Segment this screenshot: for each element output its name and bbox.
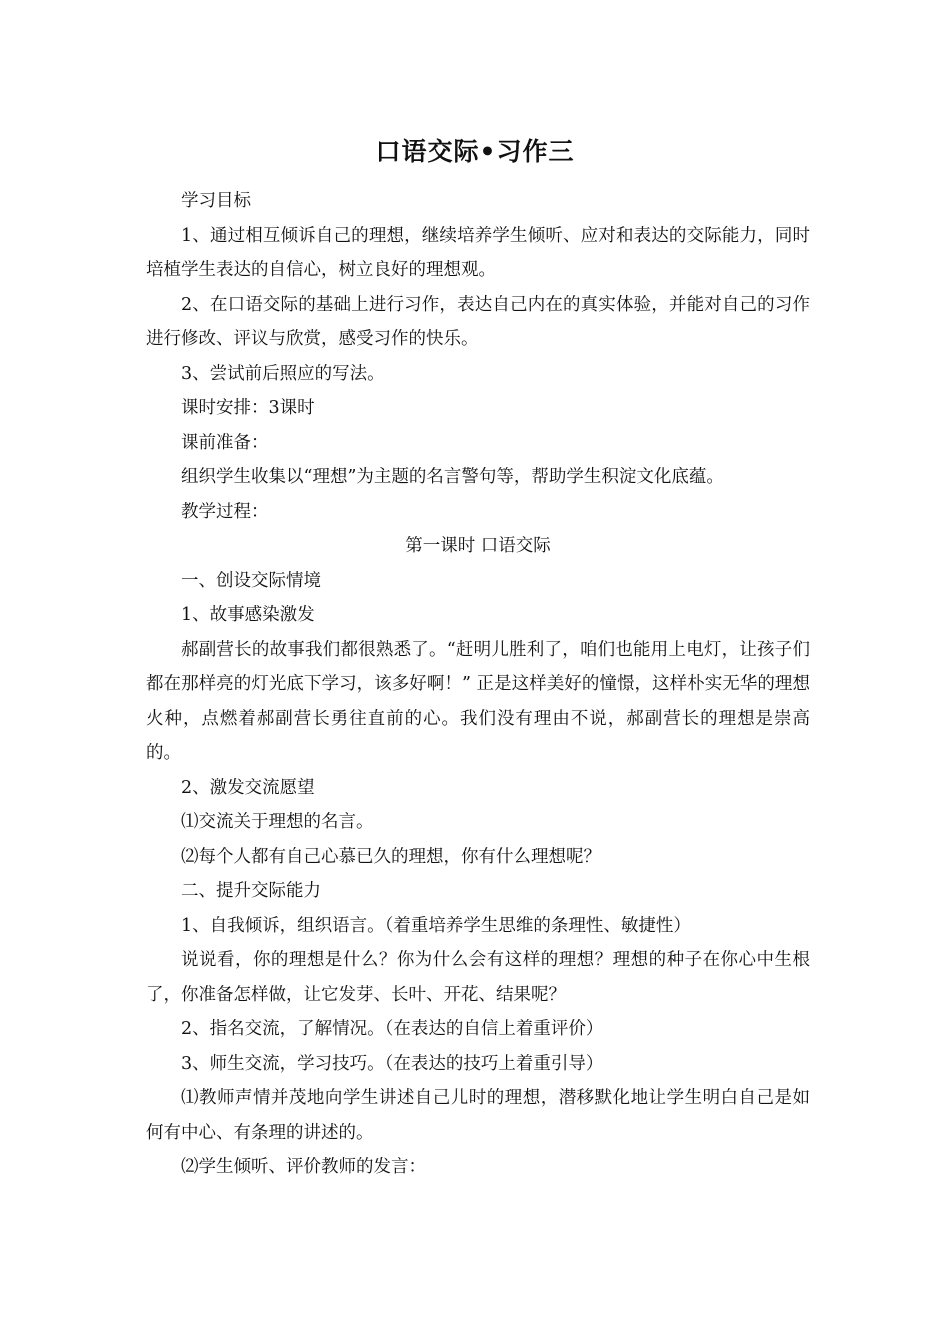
stimulate-exchange-heading: 2、激发交流愿望 (181, 777, 315, 798)
heading-learning-objectives: 学习目标 (181, 191, 251, 211)
section-two-heading: 二、提升交际能力 (181, 881, 321, 901)
discussion-prompt-paragraph: 说说看，你的理想是什么？你为什么会有这样的理想？理想的种子在你心中生根了，你准备怎样做，让它发芽、长叶、开花、结果呢？ (146, 950, 810, 1005)
objective-1-paragraph: 1、通过相互倾诉自己的理想，继续培养学生倾听、应对和表达的交际能力，同时培植学生表达的自信心，树立良好的理想观。 (146, 225, 810, 280)
story-paragraph: 郝副营长的故事我们都很熟悉了。“赶明儿胜利了，咱们也能用上电灯，让孩子们都在那样亮的灯光底下学习，该多好啊！” 正是这样美好的憧憬，这样朴实无华的理想火种，点燃着郝副营长勇往直前的心。我们没有理由不说，郝副营长的理想是崇高的。 (146, 639, 810, 763)
teaching-process-heading: 教学过程： (181, 501, 269, 522)
lesson-schedule-line: 课时安排：3课时 (181, 398, 315, 418)
story-inspiration-heading: 1、故事感染激发 (181, 605, 315, 625)
first-lesson-heading: 第一课时 口语交际 (405, 536, 551, 556)
quote-exchange-item: ⑴交流关于理想的名言。 (181, 812, 374, 832)
preparation-paragraph: 组织学生收集以“理想”为主题的名言警句等，帮助学生积淀文化底蕴。 (181, 467, 724, 487)
ideal-question-item: ⑵每个人都有自己心慕已久的理想，你有什么理想呢？ (181, 846, 601, 867)
objective-2-paragraph: 2、在口语交际的基础上进行习作，表达自己内在的真实体验，并能对自己的习作进行修改、评议与欣赏，感受习作的快乐。 (146, 294, 810, 349)
section-one-heading: 一、创设交际情境 (181, 570, 321, 591)
document-title: 口语交际•习作三 (375, 137, 575, 166)
teacher-student-exchange-item: 3、师生交流，学习技巧。（在表达的技巧上着重引导） (181, 1053, 604, 1074)
preparation-heading: 课前准备： (181, 432, 269, 453)
self-expression-item: 1、自我倾诉，组织语言。（着重培养学生思维的条理性、敏捷性） (181, 915, 691, 936)
teacher-narration-item: ⑴教师声情并茂地向学生讲述自己儿时的理想，潜移默化地让学生明白自己是如何有中心、有条理的讲述的。 (146, 1088, 810, 1143)
document-body (146, 184, 810, 1185)
named-exchange-item: 2、指名交流，了解情况。（在表达的自信上着重评价） (181, 1019, 604, 1039)
objective-3-paragraph: 3、尝试前后照应的写法。 (181, 363, 385, 384)
student-evaluation-item: ⑵学生倾听、评价教师的发言： (181, 1157, 426, 1177)
